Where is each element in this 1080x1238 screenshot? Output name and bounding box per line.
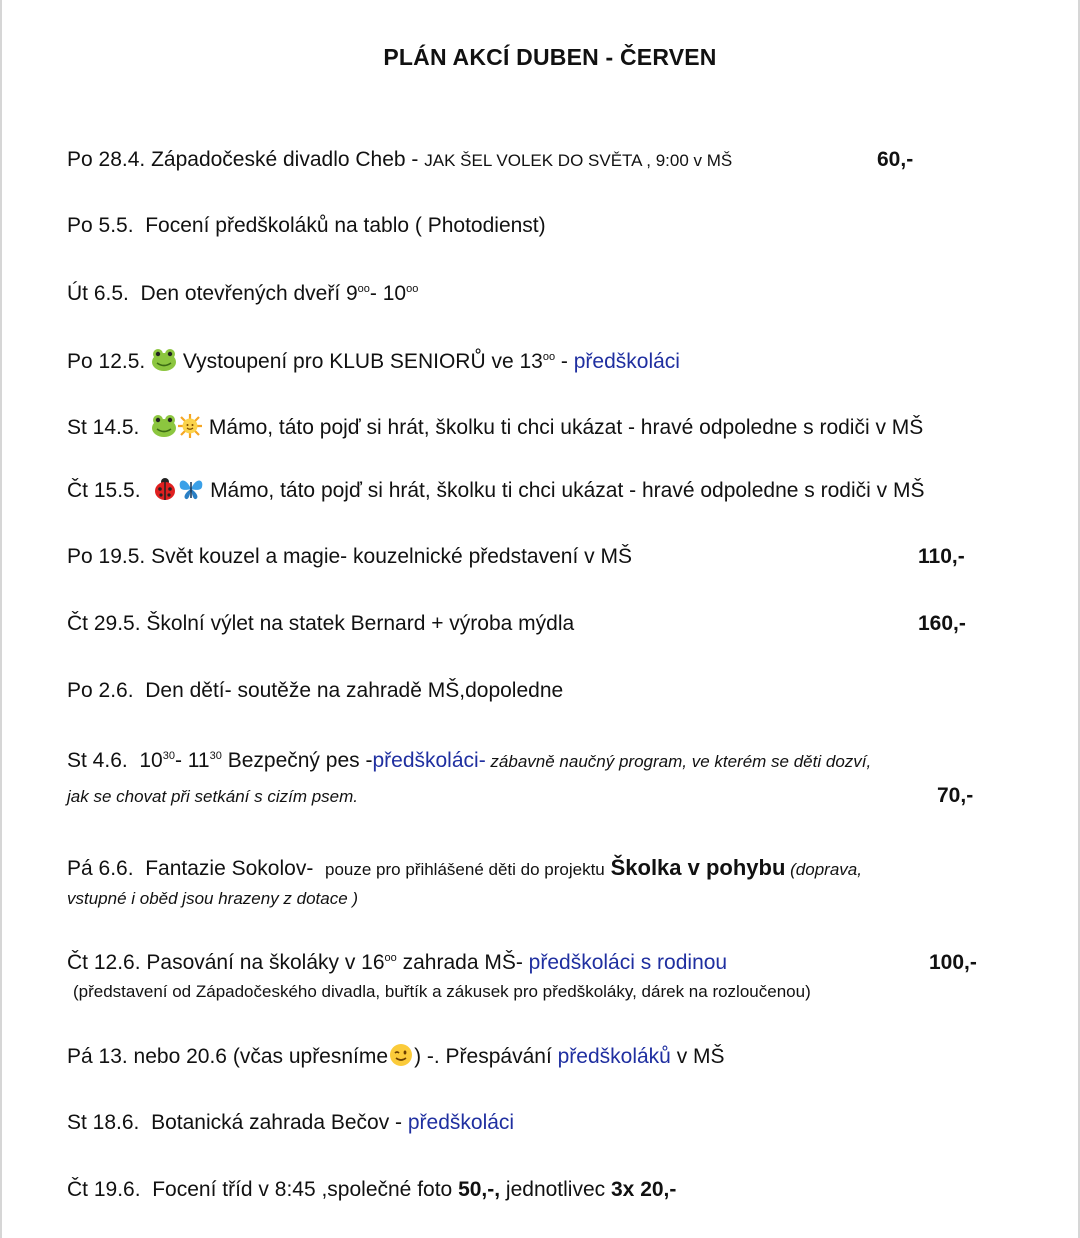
event-date: Po 19.5. xyxy=(67,545,146,568)
event-text: zahrada MŠ- xyxy=(396,951,529,974)
event-row-19-6 xyxy=(67,1177,676,1203)
group-label: předškoláci xyxy=(573,350,680,373)
event-row-4-6 xyxy=(67,748,871,775)
event-date: Pá 6.6. xyxy=(67,857,134,880)
event-date: Čt 29.5. xyxy=(67,612,141,635)
event-text: - 11 xyxy=(174,749,210,772)
ladybug-icon xyxy=(152,477,178,501)
event-description: (doprava, xyxy=(785,860,862,879)
frog-icon xyxy=(151,414,177,438)
event-price: 60,- xyxy=(877,148,914,171)
group-label: předškoláci xyxy=(407,1111,515,1134)
event-price: 110,- xyxy=(918,545,965,568)
price-inline: 3x 20,- xyxy=(611,1178,677,1201)
event-text: Bezpečný pes - xyxy=(221,749,373,772)
event-row-19-5 xyxy=(67,544,632,570)
event-date: Čt 19.6. xyxy=(67,1178,141,1201)
event-row-6-6 xyxy=(67,855,862,883)
price-inline: 50,-, xyxy=(458,1178,501,1201)
event-date: St 18.6. xyxy=(67,1111,140,1134)
event-text: Den dětí- soutěže na zahradě MŠ,dopoledne xyxy=(145,679,564,702)
page-title: PLÁN AKCÍ DUBEN - ČERVEN xyxy=(383,44,717,70)
butterfly-icon xyxy=(178,477,204,501)
event-row-28-4 xyxy=(67,147,732,174)
event-row-12-5 xyxy=(67,348,680,375)
event-date: St 14.5. xyxy=(67,416,140,439)
event-text: Vystoupení pro KLUB SENIORŮ ve 13 xyxy=(182,350,543,373)
group-label: předškoláků xyxy=(557,1045,671,1068)
wink-smiley-icon xyxy=(388,1043,414,1067)
event-text: jednotlivec xyxy=(500,1178,611,1201)
event-row-6-5 xyxy=(67,281,418,307)
event-text: Focení tříd v 8:45 ,společné foto xyxy=(152,1178,459,1201)
event-text: Botanická zahrada Bečov - xyxy=(151,1111,408,1134)
event-price: 70,- xyxy=(937,784,974,807)
event-text: Den otevřených dveří 9 xyxy=(140,282,358,305)
event-text: - xyxy=(555,350,574,373)
event-row-2-6 xyxy=(67,678,563,704)
event-text: Západočeské divadlo Cheb - xyxy=(151,148,425,171)
event-detail: pouze pro přihlášené děti do projektu xyxy=(325,860,605,879)
event-date: Čt 15.5. xyxy=(67,479,141,502)
event-text: Mámo, táto pojď si hrát, školku ti chci ukázat - hravé odpoledne s rodiči v MŠ xyxy=(208,416,924,439)
event-row-29-5 xyxy=(67,611,574,637)
event-row-15-5 xyxy=(67,477,924,504)
event-date: Po 28.4. xyxy=(67,148,146,171)
event-text: Svět kouzel a magie- kouzelnické představení v MŠ xyxy=(151,545,632,568)
time-superscript: 30 xyxy=(209,750,222,762)
event-text: Fantazie Sokolov- xyxy=(145,857,314,880)
event-description-line2: vstupné i oběd jsou hrazeny z dotace ) xyxy=(67,889,359,908)
event-date: Po 5.5. xyxy=(67,214,134,237)
event-text: v MŠ xyxy=(670,1045,725,1068)
event-row-18-6 xyxy=(67,1110,514,1136)
event-date: Út 6.5. xyxy=(67,282,129,305)
event-text: (včas upřesníme xyxy=(232,1045,389,1068)
event-date: Po 12.5. xyxy=(67,350,146,373)
sun-icon xyxy=(177,414,203,438)
event-text: Focení předškoláků na tablo ( Photodienst) xyxy=(145,214,546,237)
time-superscript: oo xyxy=(357,283,370,295)
frog-icon xyxy=(151,348,177,372)
event-text: Mámo, táto pojď si hrát, školku ti chci ukázat - hravé odpoledne s rodiči v MŠ xyxy=(210,479,925,502)
event-text: 10 xyxy=(139,749,163,772)
event-text: Školní výlet na statek Bernard + výroba mýdla xyxy=(146,612,575,635)
time-superscript: oo xyxy=(384,952,397,964)
event-price: 160,- xyxy=(918,612,966,635)
event-date: St 4.6. xyxy=(67,749,128,772)
event-date: Pá 13. nebo 20.6 xyxy=(67,1045,227,1068)
event-text: - 10 xyxy=(369,282,407,305)
event-date: Čt 12.6. xyxy=(67,951,141,974)
event-detail: JAK ŠEL VOLEK DO SVĚTA , 9:00 v MŠ xyxy=(424,151,733,170)
group-label: předškoláci- xyxy=(372,749,486,772)
event-note: (představení od Západočeského divadla, buřtík a zákusek pro předškoláky, dárek na rozloučenou) xyxy=(73,982,811,1001)
project-name: Školka v pohybu xyxy=(610,855,786,880)
event-date: Po 2.6. xyxy=(67,679,134,702)
time-superscript: 30 xyxy=(162,750,175,762)
event-row-5-5 xyxy=(67,213,546,239)
time-superscript: oo xyxy=(542,351,556,363)
event-description-line2: jak se chovat při setkání s cizím psem. xyxy=(67,787,358,806)
page-edge-left xyxy=(0,0,2,1238)
event-row-13-20-6 xyxy=(67,1043,725,1070)
event-text: ) -. Přespávání xyxy=(414,1045,558,1068)
event-row-14-5 xyxy=(67,414,923,441)
group-label: předškoláci s rodinou xyxy=(528,951,728,974)
event-text: Pasování na školáky v 16 xyxy=(146,951,385,974)
event-price: 100,- xyxy=(929,951,977,974)
event-row-12-6 xyxy=(67,950,727,976)
time-superscript: oo xyxy=(406,283,419,295)
event-description: zábavně naučný program, ve kterém se děti dozví, xyxy=(485,752,872,771)
